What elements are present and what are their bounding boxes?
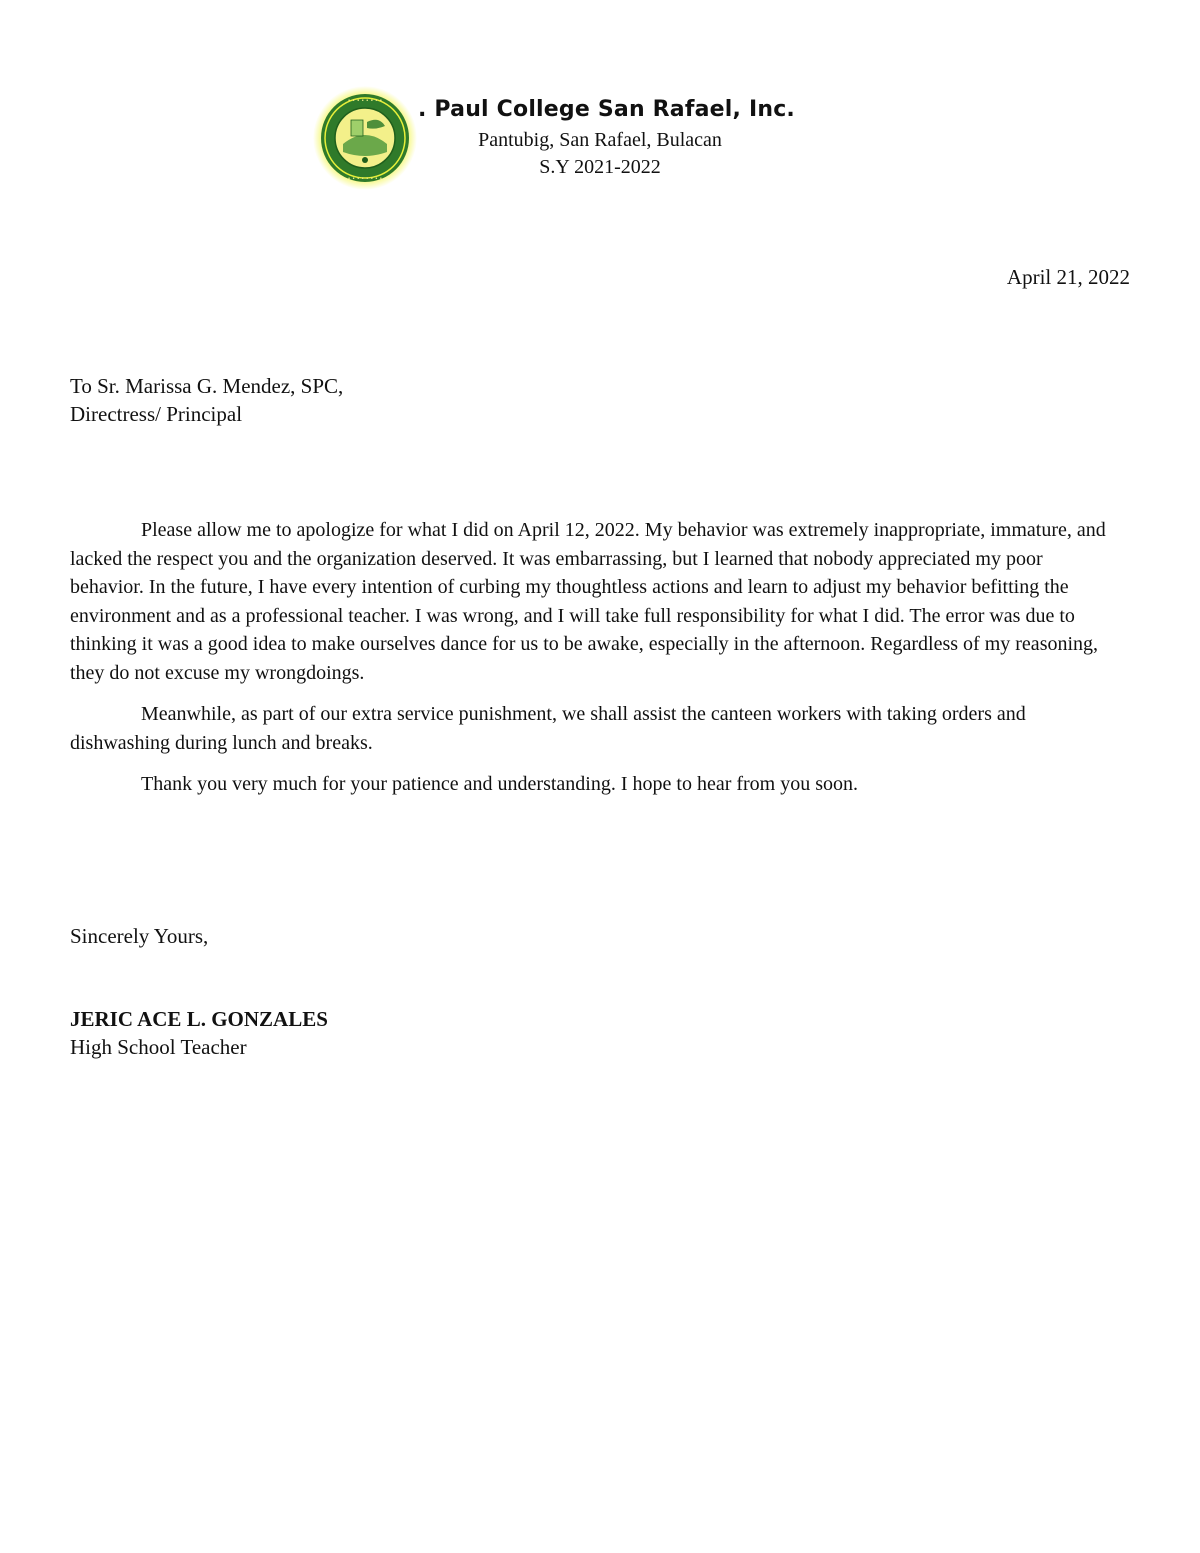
signature-block bbox=[70, 1005, 328, 1061]
recipient-title: Directress/ Principal bbox=[70, 402, 243, 426]
signature-title: High School Teacher bbox=[70, 1035, 247, 1059]
signature-name: JERIC ACE L. GONZALES bbox=[70, 1007, 328, 1031]
school-year: S.Y 2021-2022 bbox=[539, 156, 661, 178]
closing-salutation: Sincerely Yours, bbox=[70, 924, 209, 948]
svg-text:• • • • • • • •: • • • • • • • • bbox=[347, 176, 383, 182]
letter-body bbox=[70, 516, 1115, 812]
svg-text:• • • • • • • •: • • • • • • • • bbox=[347, 98, 383, 104]
school-address: Pantubig, San Rafael, Bulacan bbox=[478, 129, 722, 151]
school-address-block bbox=[0, 127, 1200, 181]
school-name: . Paul College San Rafael, Inc. bbox=[418, 97, 795, 122]
recipient-block bbox=[70, 372, 343, 428]
letter-date: April 21, 2022 bbox=[1006, 265, 1130, 289]
body-paragraph-1: Please allow me to apologize for what I did on April 12, 2022. My behavior was extremely inappropriate, immature, and lacked the respect you and the organization deserved. It was embarrassing, but I learned that nobody appreciated my poor behavior. In the future, I have every intention of curbing my thoughtless actions and learn to adjust my behavior befitting the environment and as a professional teacher. I was wrong, and I will take full responsibility for what I did. The error was due to thinking it was a good idea to make ourselves dance for us to be awake, especially in the afternoon. Regardless of my reasoning, they do not excuse my wrongdoings. bbox=[70, 519, 1106, 684]
body-paragraph-3: Thank you very much for your patience and understanding. I hope to hear from you soon. bbox=[141, 773, 859, 795]
recipient-name: To Sr. Marissa G. Mendez, SPC, bbox=[70, 374, 344, 398]
body-paragraph-2: Meanwhile, as part of our extra service punishment, we shall assist the canteen workers with taking orders and dishwashing during lunch and breaks. bbox=[70, 703, 1026, 754]
